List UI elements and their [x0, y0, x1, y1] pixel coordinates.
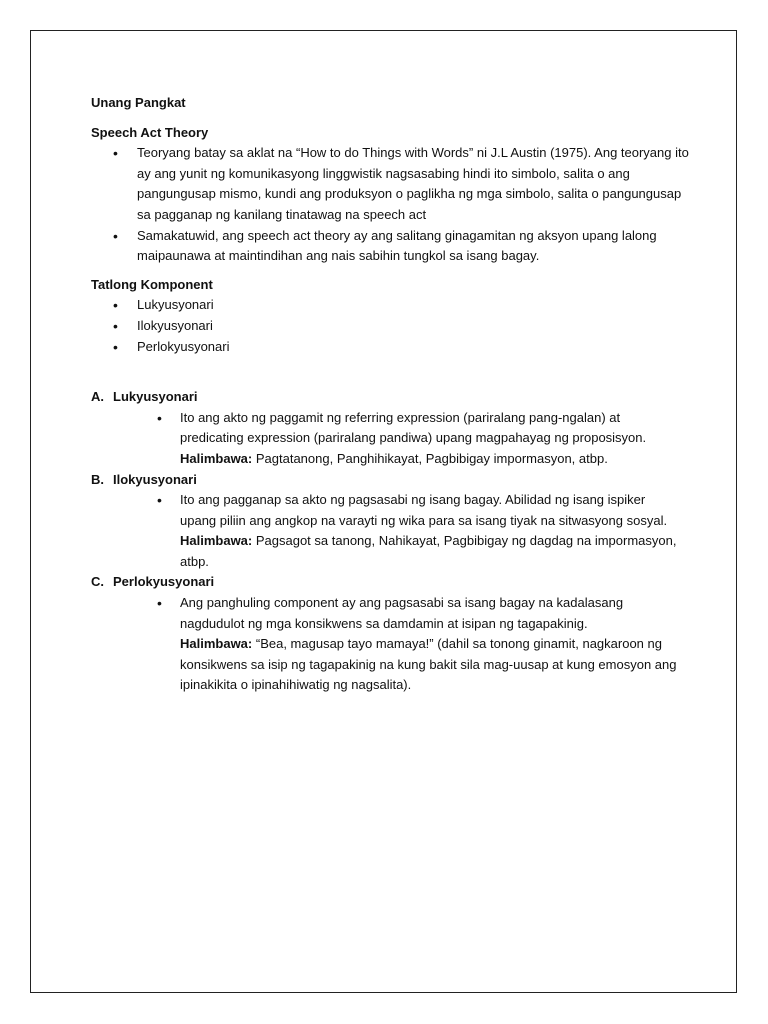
example-label: Halimbawa: — [180, 533, 253, 549]
section-text: Ito ang akto ng paggamit ng referring expression (pariralang pang-ngalan) at predicating expression (pariralang pandiwa) upang magpahayag ng proposisyon. — [180, 409, 647, 446]
section-body — [113, 408, 691, 470]
example-label: Halimbawa: — [180, 636, 253, 652]
section-title: Perlokyusyonari — [113, 574, 215, 590]
list-item: • Ilokyusyonari — [91, 316, 691, 337]
list-item: • Samakatuwid, ang speech act theory ay ang salitang ginagamitan ng aksyon upang lalong maipaunawa at maintindihan ang nais sabihin tungkol sa isang bagay. — [91, 226, 691, 267]
document-page — [30, 30, 737, 993]
component-list — [91, 295, 691, 357]
list-item: • Perlokyusyonari — [91, 337, 691, 358]
section-text: Ang panghuling component ay ang pagsasabi sa isang bagay na kadalasang nagdudulot ng mga konsikwens sa damdamin at isipan ng tagapakinig. — [180, 595, 624, 631]
list-item: • Lukyusyonari — [91, 295, 691, 316]
document-body — [91, 93, 691, 696]
section-c — [91, 572, 691, 696]
example-text: Pagtatanong, Panghihikayat, Pagbibigay impormasyon, atbp. — [252, 450, 608, 466]
section-body — [113, 490, 691, 572]
section-title: Ilokyusyonari — [113, 471, 197, 487]
section-marker: A. — [91, 389, 104, 405]
example-label: Halimbawa: — [180, 450, 253, 466]
list-item: • Teoryang batay sa aklat na “How to do Things with Words” ni J.L Austin (1975). Ang teoryang ito ay ang yunit ng komunikasyong linggwistik nagsasabing hindi ito simbolo, salita o ang pangungusap mismo, kundi ang produksyon o paglikha ng mga simbolo, salita o pangungusap sa pagganap ng kanilang tinatawag na speech act — [91, 143, 691, 225]
component-sections — [91, 387, 691, 696]
section-marker: C. — [91, 574, 104, 590]
section-a — [91, 387, 691, 469]
section-title: Lukyusyonari — [113, 389, 198, 405]
section-marker: B. — [91, 471, 104, 487]
list-item — [113, 593, 691, 696]
theory-list — [91, 143, 691, 267]
heading-theory: Speech Act Theory — [91, 124, 209, 140]
section-text: Ito ang pagganap sa akto ng pagsasabi ng isang bagay. Abilidad ng isang ispiker upang piliin ang angkop na varayti ng wika para sa isang tiyak na sitwasyong sosyal. — [180, 492, 668, 528]
example-text: “Bea, magusap tayo mamaya!” (dahil sa tonong ginamit, nagkaroon ng konsikwens sa isip ng tagapakinig na kung bakit sila mag-uusap at kung emosyon ang ipinakikita o ipinahihiwatig ng nagsalita). — [180, 636, 677, 693]
example-text: Pagsagot sa tanong, Nahikayat, Pagbibigay ng dagdag na impormasyon, atbp. — [180, 533, 677, 569]
list-item — [113, 408, 691, 470]
section-body — [113, 593, 691, 696]
heading-components: Tatlong Komponent — [91, 276, 213, 292]
heading-group: Unang Pangkat — [91, 95, 186, 110]
section-b — [91, 470, 691, 573]
list-item — [113, 490, 691, 572]
